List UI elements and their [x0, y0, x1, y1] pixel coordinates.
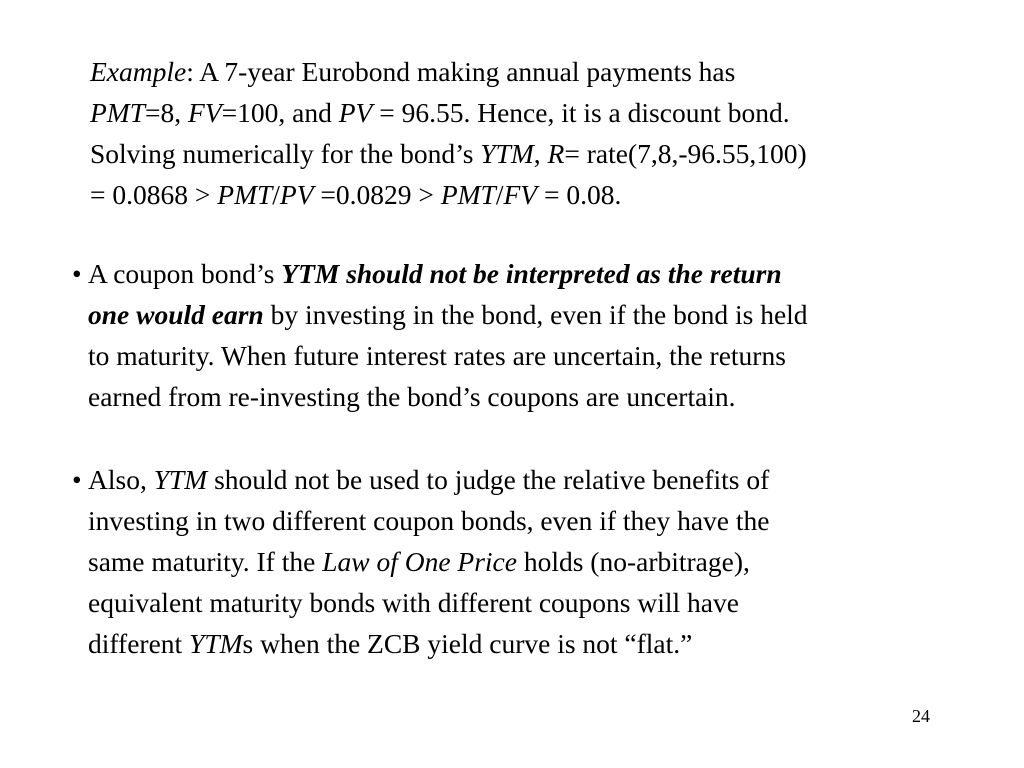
bullet2-line-4: equivalent maturity bonds with different coupons will have: [88, 587, 739, 618]
page-number: 24: [912, 706, 930, 726]
bullet1-line-2: one would earn by investing in the bond, even if the bond is held: [88, 299, 808, 330]
bullet2-line-2: investing in two different coupon bonds, even if they have the: [88, 505, 770, 536]
bullet1-line-1: • A coupon bond’s YTM should not be interpreted as the return: [72, 253, 808, 294]
bullet-paragraph-2: [72, 459, 769, 664]
example-paragraph: [90, 51, 807, 215]
bullet2-line-1: • Also, YTM should not be used to judge the relative benefits of: [72, 459, 769, 500]
bullet-marker: •: [72, 258, 82, 289]
bullet-paragraph-1: [72, 253, 808, 417]
bullet1-line-4: earned from re-investing the bond’s coupons are uncertain.: [88, 381, 736, 412]
example-line-4: = 0.0868 > PMT/PV =0.0829 > PMT/FV = 0.08.: [90, 179, 622, 210]
bullet2-line-5: different YTMs when the ZCB yield curve is not “flat.”: [88, 628, 693, 659]
example-line-3: Solving numerically for the bond’s YTM, R= rate(7,8,-96.55,100): [90, 138, 807, 169]
example-line-2: PMT=8, FV=100, and PV = 96.55. Hence, it is a discount bond.: [90, 97, 790, 128]
bullet2-line-3: same maturity. If the Law of One Price holds (no-arbitrage),: [88, 546, 750, 577]
bullet1-line-3: to maturity. When future interest rates are uncertain, the returns: [88, 340, 786, 371]
example-line-1: Example: A 7-year Eurobond making annual payments has: [90, 56, 736, 87]
bullet-marker: •: [72, 464, 82, 495]
example-label: Example: [90, 56, 187, 87]
